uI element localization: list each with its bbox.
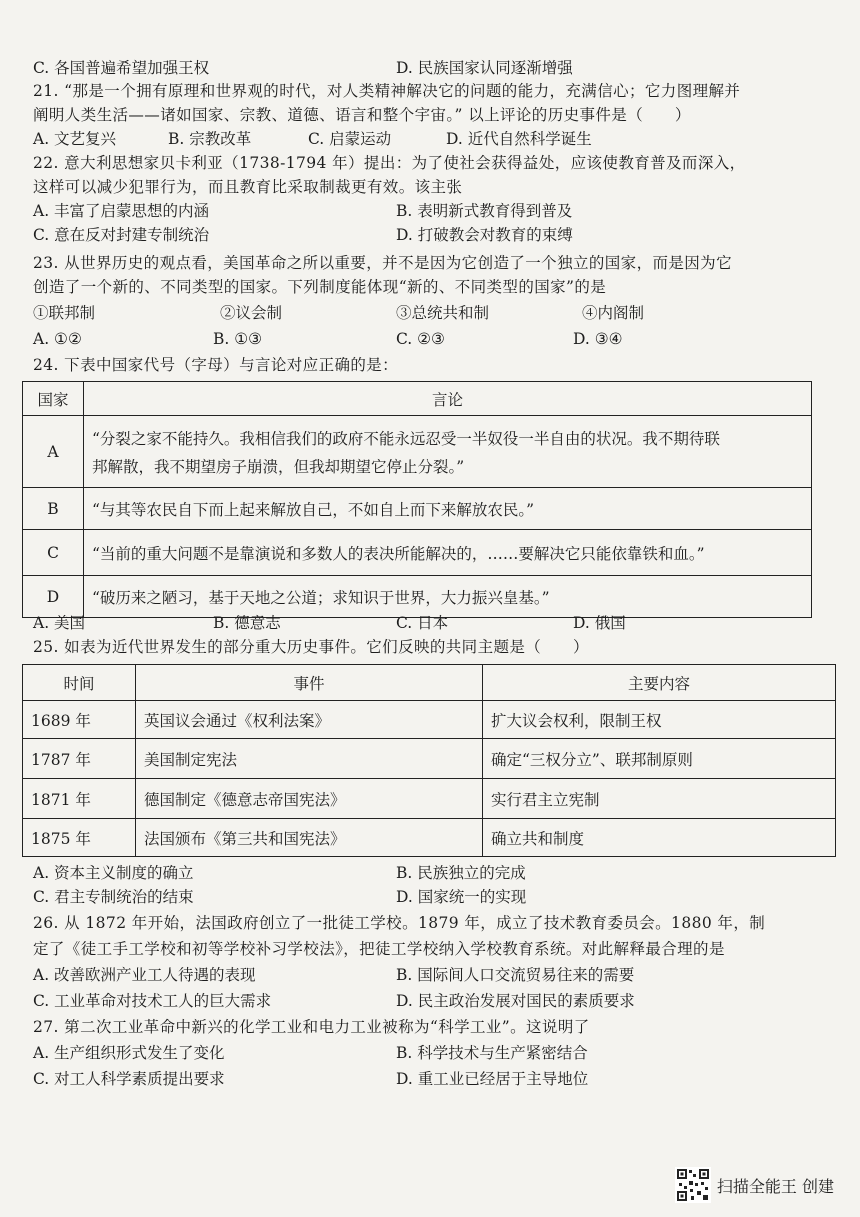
table-row xyxy=(23,739,836,779)
q25-option-b: B. 民族独立的完成 xyxy=(396,864,526,882)
table-row xyxy=(23,488,812,530)
table-row xyxy=(23,416,812,488)
q21-stem-line2: 阐明人类生活——诸如国家、宗教、道德、语言和整个宇宙。” 以上评论的历史事件是（ ） xyxy=(33,106,691,124)
q24-row-code: C xyxy=(23,530,84,576)
q25-row-event: 美国制定宪法 xyxy=(136,739,483,779)
q24-option-b: B. 德意志 xyxy=(213,614,281,632)
table-row xyxy=(23,530,812,576)
q22-stem-line2: 这样可以减少犯罪行为，而且教育比采取制裁更有效。该主张 xyxy=(33,178,463,196)
q22-option-a: A. 丰富了启蒙思想的内涵 xyxy=(33,202,210,220)
q24-stem: 24. 下表中国家代号（字母）与言论对应正确的是： xyxy=(33,356,399,374)
speech-line: 邦解散，我不期望房子崩溃，但我却期望它停止分裂。” xyxy=(92,457,465,476)
q24-option-a: A. 美国 xyxy=(33,614,86,632)
q25-row-content: 确立共和制度 xyxy=(483,819,836,857)
q25-row-event: 法国颁布《第三共和国宪法》 xyxy=(136,819,483,857)
q25-stem: 25. 如表为近代世界发生的部分重大历史事件。它们反映的共同主题是（ ） xyxy=(33,638,589,656)
q25-row-time: 1875 年 xyxy=(23,819,136,857)
q27-stem: 27. 第二次工业革命中新兴的化学工业和电力工业被称为“科学工业”。这说明了 xyxy=(33,1018,590,1036)
q23-option-d: D. ③④ xyxy=(573,330,623,348)
q24-option-c: C. 日本 xyxy=(396,614,449,632)
q25-row-time: 1871 年 xyxy=(23,779,136,819)
q25-row-event: 德国制定《德意志帝国宪法》 xyxy=(136,779,483,819)
q24-table-header xyxy=(23,382,812,416)
speech-line: “分裂之家不能持久。我相信我们的政府不能永远忍受一半奴役一半自由的状况。我不期待联 xyxy=(92,429,720,448)
q26-option-d: D. 民主政治发展对国民的素质要求 xyxy=(396,992,635,1010)
q24-row-code: A xyxy=(23,416,84,488)
q27-option-c: C. 对工人科学素质提出要求 xyxy=(33,1070,225,1088)
q26-option-a: A. 改善欧洲产业工人待遇的表现 xyxy=(33,966,256,984)
q25-row-event: 英国议会通过《权利法案》 xyxy=(136,701,483,739)
q23-stem-line1: 23. 从世界历史的观点看，美国革命之所以重要，并不是因为它创造了一个独立的国家，而是因为它 xyxy=(33,254,732,272)
q23-option-a: A. ①② xyxy=(33,330,82,348)
watermark-text: 扫描全能王 创建 xyxy=(716,1176,834,1196)
q24-row-speech xyxy=(84,416,812,488)
q25-row-content: 扩大议会权利，限制王权 xyxy=(483,701,836,739)
q24-row-speech: “当前的重大问题不是靠演说和多数人的表决所能解决的，……要解决它只能依靠铁和血。” xyxy=(84,530,812,576)
q24-table xyxy=(22,381,812,618)
q21-option-d: D. 近代自然科学诞生 xyxy=(446,130,592,148)
q22-stem-line1: 22. 意大利思想家贝卡利亚（1738-1794 年）提出：为了使社会获得益处，应该使教育普及而深入， xyxy=(33,154,746,172)
q24-row-code: D xyxy=(23,576,84,618)
q23-item-3: ③总统共和制 xyxy=(396,304,490,322)
q23-stem-line2: 创造了一个新的、不同类型的国家。下列制度能体现“新的、不同类型的国家”的是 xyxy=(33,278,607,296)
q24-row-code: B xyxy=(23,488,84,530)
q25-option-d: D. 国家统一的实现 xyxy=(396,888,527,906)
q23-item-1: ①联邦制 xyxy=(33,304,96,322)
q24-option-d: D. 俄国 xyxy=(573,614,626,632)
q21-stem-line1: 21. “那是一个拥有原理和世界观的时代，对人类精神解决它的问题的能力，充满信心；它力图理解并 xyxy=(33,82,741,100)
q27-option-b: B. 科学技术与生产紧密结合 xyxy=(396,1044,588,1062)
q25-row-content: 确定“三权分立”、联邦制原则 xyxy=(483,739,836,779)
q25-option-c: C. 君主专制统治的结束 xyxy=(33,888,194,906)
q24-header-country: 国家 xyxy=(23,382,84,416)
q23-item-4: ④内阁制 xyxy=(582,304,645,322)
table-row xyxy=(23,779,836,819)
q25-table-header xyxy=(23,665,836,701)
q22-option-c: C. 意在反对封建专制统治 xyxy=(33,226,210,244)
q26-option-c: C. 工业革命对技术工人的巨大需求 xyxy=(33,992,272,1010)
q25-header-time: 时间 xyxy=(23,665,136,701)
q25-row-content: 实行君主立宪制 xyxy=(483,779,836,819)
q22-option-b: B. 表明新式教育得到普及 xyxy=(396,202,573,220)
qr-code-icon xyxy=(675,1167,711,1203)
q23-option-c: C. ②③ xyxy=(396,330,445,348)
q25-header-event: 事件 xyxy=(136,665,483,701)
q23-option-b: B. ①③ xyxy=(213,330,263,348)
scanner-watermark xyxy=(675,1167,834,1203)
q25-table xyxy=(22,664,836,857)
q25-row-time: 1689 年 xyxy=(23,701,136,739)
table-row xyxy=(23,701,836,739)
q24-row-speech: “与其等农民自下而上起来解放自己，不如自上而下来解放农民。” xyxy=(84,488,812,530)
q26-stem-line1: 26. 从 1872 年开始，法国政府创立了一批徒工学校。1879 年，成立了技术教育委员会。1880 年，制 xyxy=(33,914,766,932)
table-row xyxy=(23,819,836,857)
q20-option-d: D. 民族国家认同逐渐增强 xyxy=(396,59,573,77)
q27-option-d: D. 重工业已经居于主导地位 xyxy=(396,1070,589,1088)
q26-stem-line2: 定了《徒工手工学校和初等学校补习学校法》，把徒工学校纳入学校教育系统。对此解释最合理的是 xyxy=(33,940,725,958)
q22-option-d: D. 打破教会对教育的束缚 xyxy=(396,226,573,244)
q21-option-b: B. 宗教改革 xyxy=(168,130,252,148)
q25-row-time: 1787 年 xyxy=(23,739,136,779)
q20-option-c: C. 各国普遍希望加强王权 xyxy=(33,59,210,77)
q23-item-2: ②议会制 xyxy=(220,304,283,322)
q21-option-a: A. 文艺复兴 xyxy=(33,130,117,148)
q24-header-speech: 言论 xyxy=(84,382,812,416)
q26-option-b: B. 国际间人口交流贸易往来的需要 xyxy=(396,966,635,984)
q25-header-content: 主要内容 xyxy=(483,665,836,701)
q21-option-c: C. 启蒙运动 xyxy=(308,130,392,148)
q27-option-a: A. 生产组织形式发生了变化 xyxy=(33,1044,225,1062)
q25-option-a: A. 资本主义制度的确立 xyxy=(33,864,194,882)
q24-row-speech: “破历来之陋习，基于天地之公道；求知识于世界，大力振兴皇基。” xyxy=(84,576,812,618)
